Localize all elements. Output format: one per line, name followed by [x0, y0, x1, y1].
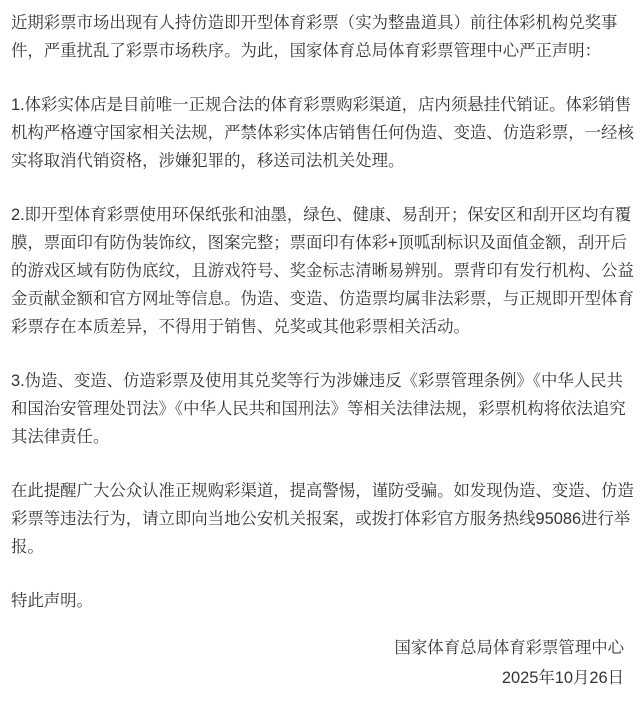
issuer-name: 国家体育总局体育彩票管理中心 [394, 639, 624, 657]
text-line: 金贡献金额和官方网址等信息。伪造、变造、仿造票均属非法彩票，与正规即开型体育 [11, 290, 634, 308]
public-reminder [11, 477, 634, 561]
text-line: 彩票存在本质差异，不得用于销售、兑奖或其他彩票相关活动。 [11, 318, 470, 336]
statement-item-3 [11, 367, 624, 451]
issue-date: 2025年10月26日 [501, 669, 624, 687]
signature-block [11, 633, 624, 693]
text-line: 近期彩票市场出现有人持仿造即开型体育彩票（实为整蛊道具）前往体彩机构兑奖事 [11, 14, 618, 32]
text-line: 膜，票面印有防伪装饰纹，图案完整；票面印有体彩+顶呱刮标识及面值金额，刮开后 [11, 234, 628, 252]
text-line: 件，严重扰乱了彩票市场秩序。为此，国家体育总局体育彩票管理中心严正声明： [11, 42, 602, 60]
statement-intro [11, 9, 624, 65]
closing-statement: 特此声明。 [11, 592, 93, 610]
text-line: 的游戏区域有防伪底纹，且游戏符号、奖金标志清晰易辨别。票背印有发行机构、公益 [11, 262, 634, 280]
statement-item-2 [11, 201, 634, 341]
text-line: 机构严格遵守国家相关法规，严禁体彩实体店销售任何伪造、变造、仿造彩票，一经核 [11, 124, 634, 142]
text-line: 和国治安管理处罚法》《中华人民共和国刑法》等相关法律法规，彩票机构将依法追究 [11, 400, 626, 418]
text-line: 1.体彩实体店是目前唯一正规合法的体育彩票购彩渠道，店内须悬挂代销证。体彩销售 [11, 96, 632, 114]
text-line: 2.即开型体育彩票使用环保纸张和油墨，绿色、健康、易刮开；保安区和刮开区均有覆 [11, 206, 632, 224]
text-line: 实将取消代销资格，涉嫌犯罪的，移送司法机关处理。 [11, 152, 405, 170]
text-line: 在此提醒广大公众认准正规购彩渠道，提高警惕，谨防受骗。如发现伪造、变造、仿造 [11, 482, 634, 500]
text-line: 3.伪造、变造、仿造彩票及使用其兑奖等行为涉嫌违反《彩票管理条例》《中华人民共 [11, 372, 623, 390]
text-line: 彩票等违法行为，请立即向当地公安机关报案，或拨打体彩官方服务热线95086进行举 [11, 510, 631, 528]
statement-item-1 [11, 91, 634, 175]
text-line: 报。 [11, 538, 44, 556]
text-line: 其法律责任。 [11, 428, 110, 446]
